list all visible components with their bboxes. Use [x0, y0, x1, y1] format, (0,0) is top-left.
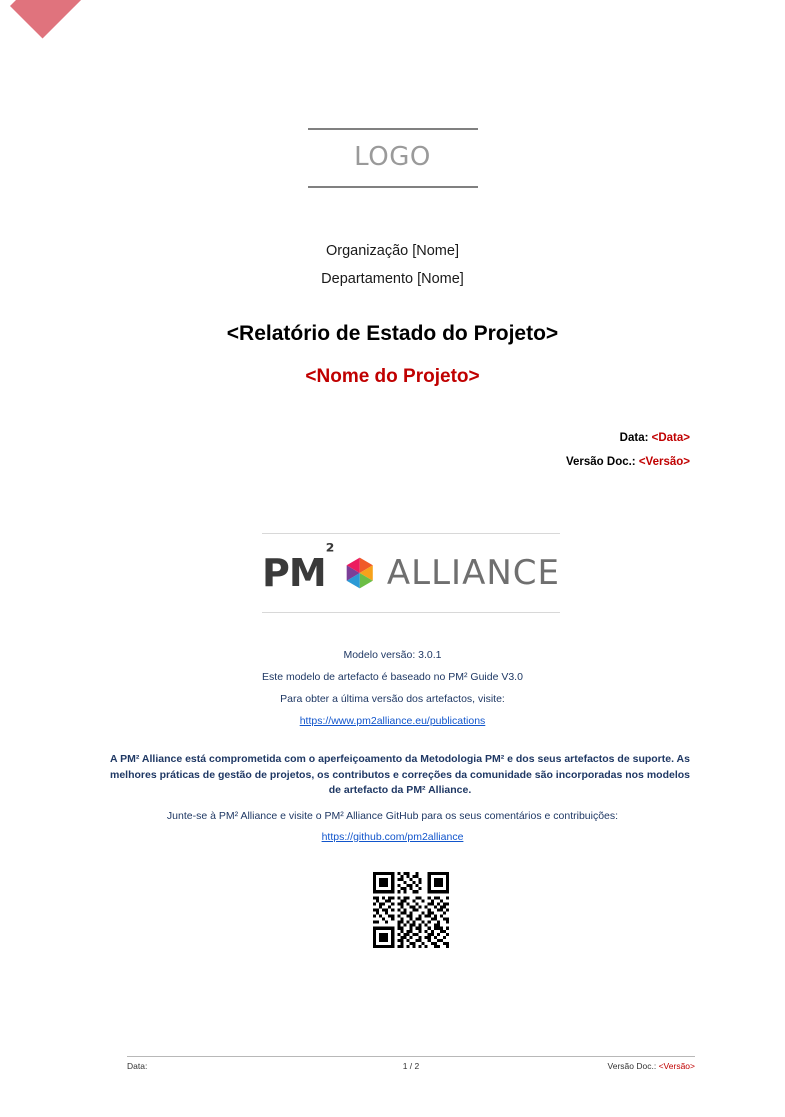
- info-latest-line: Para obter a última versão dos artefactos, visite:: [280, 693, 505, 705]
- info-version-line: Modelo versão: 3.0.1: [343, 649, 442, 661]
- meta-version-label: Versão Doc.:: [565, 456, 636, 468]
- logo-box: [308, 128, 478, 188]
- meta-date-label: Data:: [619, 432, 649, 444]
- project-name: <Nome do Projeto>: [305, 366, 480, 387]
- github-link[interactable]: https://github.com/pm2alliance: [321, 831, 464, 843]
- meta-date-row: [566, 426, 690, 450]
- pm2-text: PM: [262, 551, 326, 595]
- pm2-hexagon-icon: [343, 546, 376, 600]
- publications-link[interactable]: https://www.pm2alliance.eu/publications: [299, 715, 486, 727]
- meta-date-value: <Data>: [651, 432, 690, 444]
- pm2-alliance-logo: [262, 533, 560, 613]
- pm2-superscript: ²: [325, 539, 334, 564]
- meta-version-row: [566, 450, 690, 474]
- page-footer: [127, 1056, 695, 1071]
- logo-placeholder-text: LOGO: [354, 142, 431, 172]
- pm2-wordmark: [262, 539, 334, 595]
- document-meta: [566, 426, 690, 474]
- logo-placeholder-block: [0, 128, 785, 188]
- template-info-block: [0, 644, 785, 732]
- document-title: <Relatório de Estado do Projeto>: [226, 322, 559, 345]
- alliance-wordmark: ALLIANCE: [386, 553, 560, 593]
- info-guide-line: Este modelo de artefacto é baseado no PM² Guide V3.0: [262, 671, 523, 683]
- footer-version: [506, 1061, 695, 1071]
- join-block: [95, 806, 690, 848]
- commitment-text: A PM² Alliance está comprometida com o aperfeiçoamento da Metodologia PM² e dos seus artefactos de suporte. As melhores práticas de gestão de projetos, os contributos e correções da comunidade são incorporadas nos modelos de artefacto da PM² Alliance.: [110, 753, 690, 796]
- footer-date: Data:: [127, 1061, 148, 1071]
- footer-page-number: 1 / 2: [402, 1061, 420, 1071]
- organization-line: Organização [Nome]: [326, 243, 459, 259]
- department-line: Departamento [Nome]: [321, 271, 464, 287]
- qr-code: [373, 872, 449, 948]
- join-text: Junte-se à PM² Alliance e visite o PM² Alliance GitHub para os seus comentários e contribuições:: [166, 810, 619, 822]
- footer-version-label: Versão Doc.:: [607, 1061, 657, 1071]
- footer-version-value: <Versão>: [658, 1061, 695, 1071]
- meta-version-value: <Versão>: [638, 456, 690, 468]
